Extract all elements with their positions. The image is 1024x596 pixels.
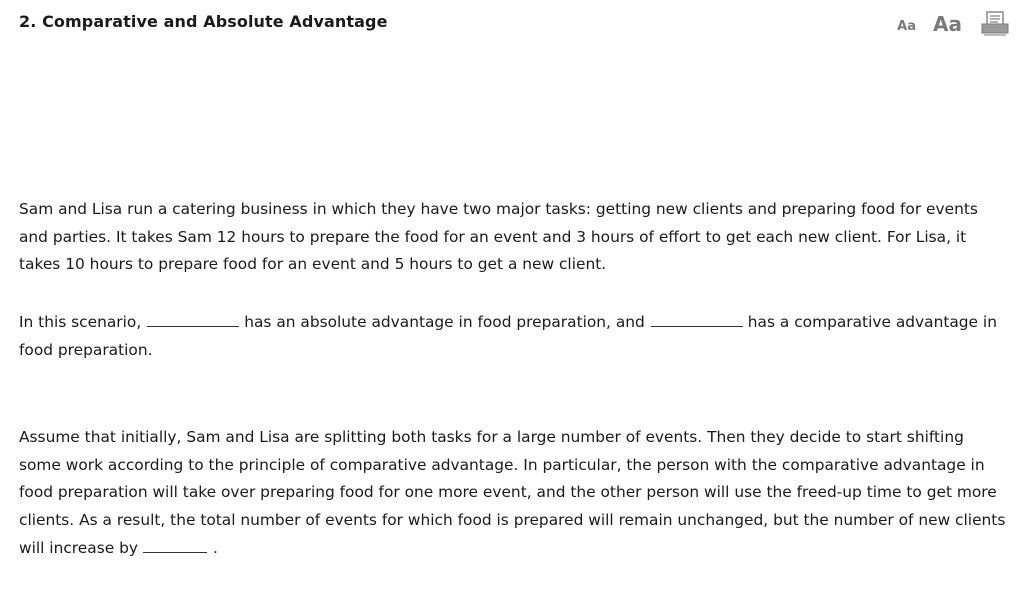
q1-text-3: has a comparative advantage in food preparation. [19, 313, 997, 359]
font-size-small-button[interactable]: Aa [897, 19, 917, 34]
q2-text-2: . [212, 539, 218, 557]
page-title: 2. Comparative and Absolute Advantage [19, 12, 388, 31]
scenario-paragraph: Sam and Lisa run a catering business in which they have two major tasks: getting new clients and preparing food for events and parties. It takes Sam 12 hours to prepare the food for an event and 3 hours of effort to get each new client. For Lisa, it takes 10 hours to prepare food for an event and 5 hours to get a new client. [19, 200, 978, 273]
print-icon[interactable] [980, 10, 1010, 38]
client-increase-dropdown[interactable] [143, 534, 207, 553]
page-header [0, 0, 1024, 48]
font-size-large-button[interactable]: Aa [933, 12, 962, 36]
q2-text-1: Assume that initially, Sam and Lisa are splitting both tasks for a large number of events. Then they decide to start shifting some work according to the principle of comparative advantage. In particular, the person with the comparative advantage in food preparation will take over preparing food for one more event, and the other person will use the freed-up time to get more clients. As a result, the total number of events for which food is prepared will remain unchanged, but the number of new clients will increase by [19, 428, 1006, 557]
question-client-increase [19, 424, 1009, 563]
absolute-advantage-dropdown[interactable] [147, 308, 239, 327]
q1-text-2: has an absolute advantage in food preparation, and [244, 313, 645, 331]
question-absolute-comparative [19, 308, 1009, 364]
toolbar [897, 6, 1010, 42]
comparative-advantage-dropdown[interactable] [651, 308, 743, 327]
q1-text-1: In this scenario, [19, 313, 142, 331]
